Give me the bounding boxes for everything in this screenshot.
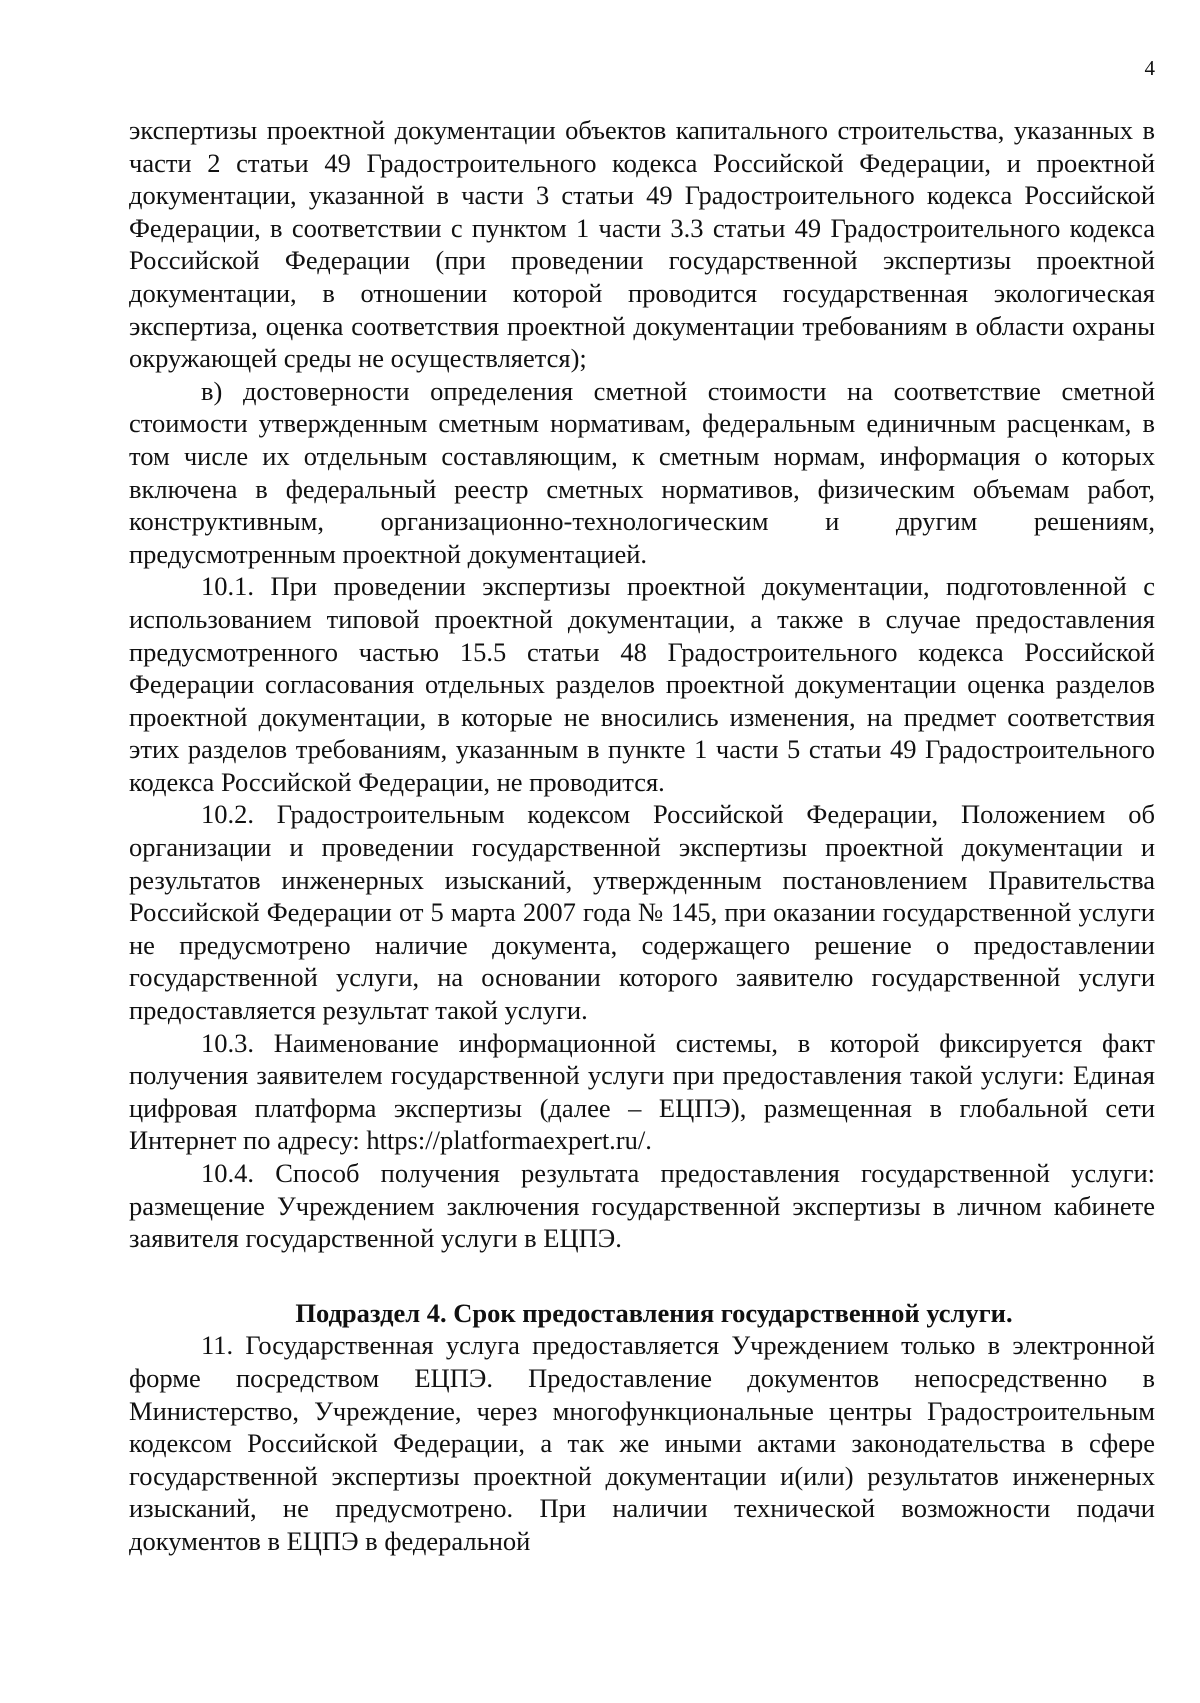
page-number: 4 [1144, 56, 1155, 80]
paragraph-11: 11. Государственная услуга предоставляется Учреждением только в электронной форме посредством ЕЦПЭ. Предоставление документов непосредственно в Министерство, Учреждение, через многофункциональные центры Градостроительным кодексом Российской Федерации, а так же иными актами законодательства в сфере государственной экспертизы проектной документации и(или) результатов инженерных изысканий, не предусмотрено. При наличии технической возможности подачи документов в ЕЦПЭ в федеральной [129, 1330, 1155, 1556]
paragraph-10-4: 10.4. Способ получения результата предоставления государственной услуги: размещение Учреждением заключения государственной экспертизы в личном кабинете заявителя государственной услуги в ЕЦПЭ. [129, 1158, 1155, 1254]
paragraph-10-1: 10.1. При проведении экспертизы проектной документации, подготовленной с использованием типовой проектной документации, а также в случае предоставления предусмотренного частью 15.5 статьи 48 Градостроительного кодекса Российской Федерации согласования отдельных разделов проектной документации оценка разделов проектной документации, в которые не вносились изменения, на предмет соответствия этих разделов требованиям, указанным в пункте 1 части 5 статьи 49 Градостроительного кодекса Российской Федерации, не проводится. [129, 571, 1155, 797]
paragraph-continuation: экспертизы проектной документации объектов капитального строительства, указанных в части 2 статьи 49 Градостроительного кодекса Российской Федерации, и проектной документации, указанной в части 3 статьи 49 Градостроительного кодекса Российской Федерации, в соответствии с пунктом 1 части 3.3 статьи 49 Градостроительного кодекса Российской Федерации (при проведении государственной экспертизы проектной документации, в отношении которой проводится государственная экологическая экспертиза, оценка соответствия проектной документации требованиям в области охраны окружающей среды не осуществляется); [129, 115, 1155, 374]
paragraph-10-2: 10.2. Градостроительным кодексом Российской Федерации, Положением об организации и проведении государственной экспертизы проектной документации и результатов инженерных изысканий, утвержденным постановлением Правительства Российской Федерации от 5 марта 2007 года № 145, при оказании государственной услуги не предусмотрено наличие документа, содержащего решение о предоставлении государственной услуги, на основании которого заявителю государственной услуги предоставляется результат такой услуги. [129, 799, 1155, 1026]
paragraph-10-3: 10.3. Наименование информационной системы, в которой фиксируется факт получения заявителем государственной услуги при предоставления такой услуги: Единая цифровая платформа экспертизы (далее – ЕЦПЭ), размещенная в глобальной сети Интернет по адресу: https://platformaexpert.ru/. [129, 1027, 1155, 1156]
section-heading: Подраздел 4. Срок предоставления государственной услуги. [295, 1297, 1013, 1328]
document-body [129, 114, 1155, 1558]
paragraph-item-v: в) достоверности определения сметной стоимости на соответствие сметной стоимости утвержденным сметным нормативам, федеральным единичным расценкам, в том числе их отдельным составляющим, к сметным нормам, информация о которых включена в федеральный реестр сметных нормативов, физическим объемам работ, конструктивным, организационно-технологическим и другим решениям, предусмотренным проектной документацией. [129, 375, 1155, 569]
